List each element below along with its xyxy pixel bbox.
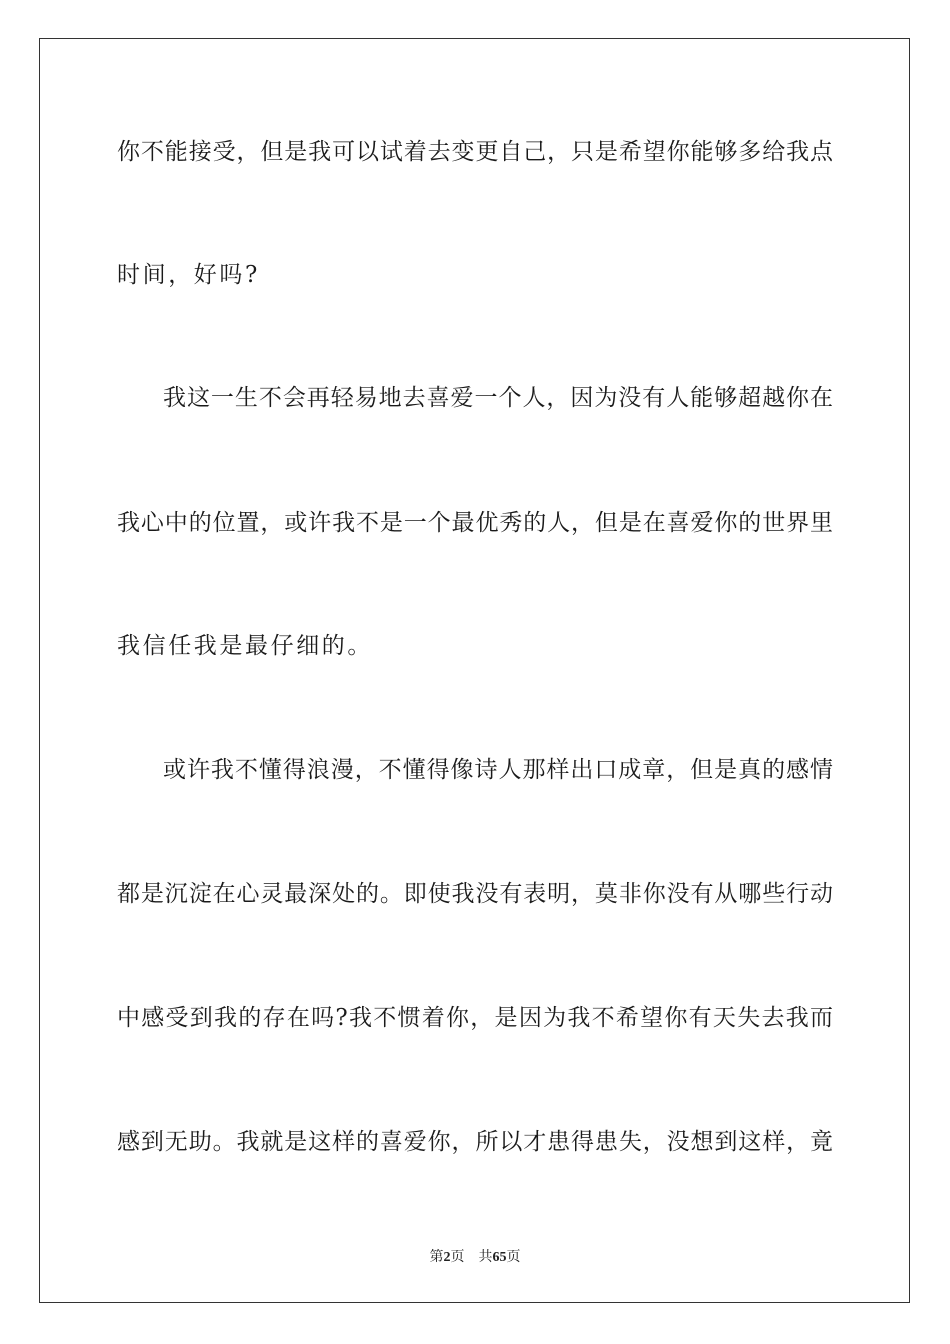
total-prefix: 共 bbox=[478, 1249, 493, 1265]
text-line: 我心中的位置，或许我不是一个最优秀的人，但是在喜爱你的世界里 bbox=[117, 510, 833, 536]
page-number: 2 bbox=[443, 1250, 451, 1265]
text-line: 我信任我是最仔细的。 bbox=[117, 633, 373, 659]
paragraph-first-line: 或许我不懂得浪漫，不懂得像诗人那样出口成章，但是真的感情 bbox=[163, 757, 833, 783]
page-border bbox=[39, 38, 910, 1303]
page-suffix: 页 bbox=[450, 1249, 465, 1265]
text-line: 中感受到我的存在吗?我不惯着你，是因为我不希望你有天失去我而 bbox=[117, 1005, 833, 1031]
text-line: 都是沉淀在心灵最深处的。即使我没有表明，莫非你没有从哪些行动 bbox=[117, 881, 833, 907]
page-prefix: 第 bbox=[429, 1249, 444, 1265]
paragraph-first-line: 我这一生不会再轻易地去喜爱一个人，因为没有人能够超越你在 bbox=[163, 385, 833, 411]
page-total: 65 bbox=[492, 1250, 507, 1265]
total-suffix: 页 bbox=[506, 1249, 521, 1265]
text-line: 感到无助。我就是这样的喜爱你，所以才患得患失，没想到这样，竟 bbox=[117, 1129, 833, 1155]
text-line: 你不能接受，但是我可以试着去变更自己，只是希望你能够多给我点 bbox=[117, 139, 833, 165]
text-line: 时间，好吗? bbox=[117, 262, 260, 288]
page-footer bbox=[0, 1248, 950, 1267]
